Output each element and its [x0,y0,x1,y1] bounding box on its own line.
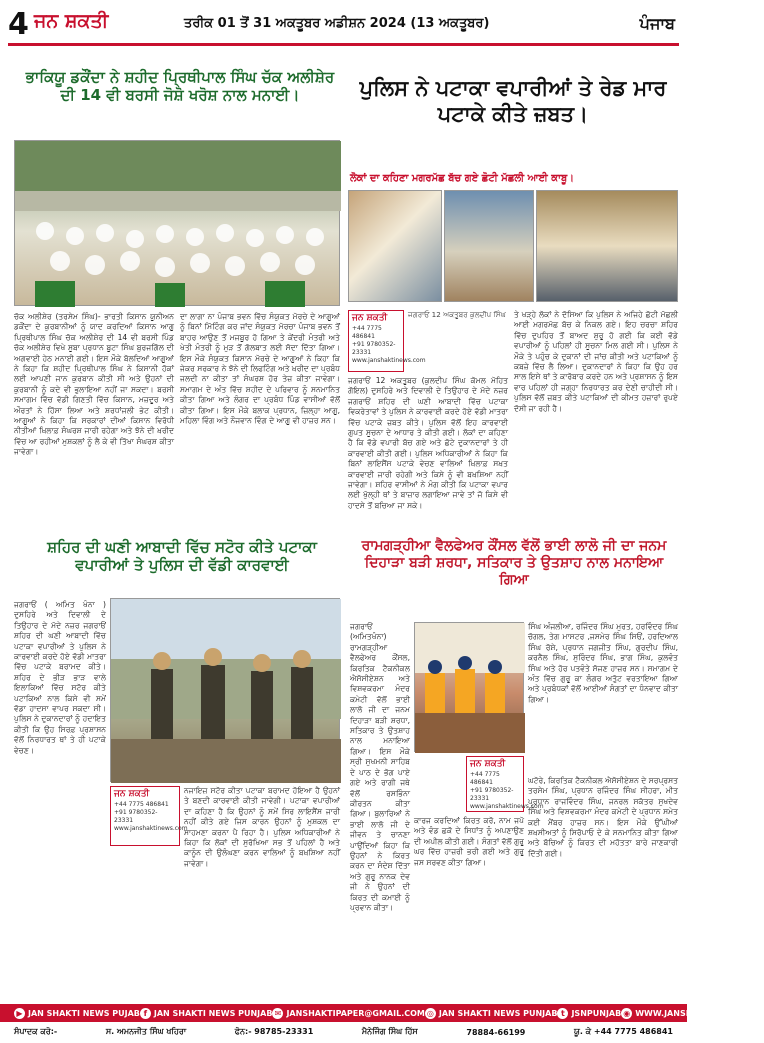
story2-photo-3 [536,190,678,302]
story1-headline: ਭਾਕਿਯੂ ਡਕੌਂਦਾ ਨੇ ਸ਼ਹੀਦ ਪ੍ਰਿਥੀਪਾਲ ਸਿੰਘ ਚੱਕ ਅਲੀਸ਼ੇਰ ਦੀ 14 ਵੀ ਬਰਸੀ ਜੋਸ਼ੋ ਖਰੋਸ਼ ਨਾਲ ਮਨਾਈ। [25,68,335,105]
story3-column-1: ਜਗਰਾਓਂ ( ਅਮਿਤ ਖੰਨਾ ) ਦੁਸਹਿਰੇ ਅਤੇ ਦਿਵਾਲੀ ਦੇ ਤਿਉਹਾਰ ਦੇ ਮੱਦੇ ਨਜ਼ਰ ਜਗਰਾਓਂ ਸ਼ਹਿਰ ਦੀ ਘਣੀ ਆਬਾਦੀ ਵਿੱਚ ਪਟਾਕਾ ਵਪਾਰੀਆਂ ਤੇ ਪੁਲਿਸ ਨੇ ਕਾਰਵਾਈ ਕਰਦੇ ਹੋਏ ਵੱਡੀ ਮਾਤਰਾ ਵਿੱਚ ਪਟਾਕੇ ਬਰਾਮਦ ਕੀਤੇ। ਸ਼ਹਿਰ ਦੇ ਭੀੜ ਭਾੜ ਵਾਲੇ ਇਲਾਕਿਆਂ ਵਿੱਚ ਸਟੋਰ ਕੀਤੇ ਪਟਾਕਿਆਂ ਨਾਲ ਕਿਸੇ ਵੀ ਸਮੇਂ ਵੱਡਾ ਹਾਦਸਾ ਵਾਪਰ ਸਕਦਾ ਸੀ। ਪੁਲਿਸ ਨੇ ਦੁਕਾਨਦਾਰਾਂ ਨੂੰ ਹਦਾਇਤ ਕੀਤੀ ਕਿ ਉਹ ਸਿਰਫ਼ ਪ੍ਰਸ਼ਾਸਨ ਵੱਲੋਂ ਨਿਰਧਾਰਤ ਥਾਂ ਤੇ ਹੀ ਪਟਾਕੇ ਵੇਚਣ। [14,600,106,755]
footer-twitter[interactable]: t JSNPUNJAB [557,1008,621,1019]
story2-column-1-top: ਜਗਰਾਓਂ 12 ਅਕਤੂਬਰ ਕੁਲਦੀਪ ਸਿੰਘ [408,310,507,319]
footer-credits [0,1024,687,1040]
footer-phone-india: ਫੋਨ:- 98785-23331 [234,1027,314,1036]
story2-photo-1 [348,190,442,302]
footer-instagram[interactable]: ◎ JAN SHAKTI NEWS PUNJAB [426,1008,558,1018]
story2-ad-box: ਜਨ ਸ਼ਕਤੀ +44 7775 486841 +91 9780352-23331 www.janshaktinews.com [348,310,404,372]
story4-column-2: ਸਿੰਘ ਅੰਜਲੀਆ, ਰਜਿੰਦਰ ਸਿੰਘ ਮੁਰਤ, ਹਰਵਿੰਦਰ ਸਿੰਘ ਚੱਗਲ, ਤੇਗ ਮਾਸਟਰ ,ਜਸਮੇਰ ਸਿੰਘ ਸਿਓਂ, ਹਰਦਿਆਲ ਸਿੰਘ ਰੋਸ਼ੇ, ਪ੍ਰਧਾਨ ਜਗਜੀਤ ਸਿੰਘ, ਗੁਰਦੀਪ ਸਿੰਘ, ਕਰਨੈਲ ਸਿੰਘ, ਸੁਰਿੰਦਰ ਸਿੰਘ, ਭਾਗ ਸਿੰਘ, ਕੁਲਵੰਤ ਸਿੰਘ ਅਤੇ ਹੋਰ ਪਤਵੰਤੇ ਸੱਜਣ ਹਾਜ਼ਰ ਸਨ। ਸਮਾਗਮ ਦੇ ਅੰਤ ਵਿੱਚ ਗੁਰੂ ਕਾ ਲੰਗਰ ਅਤੁੱਟ ਵਰਤਾਇਆ ਗਿਆ ਅਤੇ ਪ੍ਰਬੰਧਕਾਂ ਵੱਲੋਂ ਆਈਆਂ ਸੰਗਤਾਂ ਦਾ ਧੰਨਵਾਦ ਕੀਤਾ ਗਿਆ। [528,622,678,704]
footer-social-bar [0,1004,764,1022]
section-name: ਪੰਜਾਬ [639,14,675,33]
twitter-icon: t [557,1008,568,1019]
instagram-icon: ◎ [425,1008,436,1019]
story1-column-2: ਦਾ ਲਾਗਾ ਨਾ ਪੰਜਾਬ ਭਵਨ ਵਿੱਚ ਸੰਯੁਕਤ ਮੋਰਚੇ ਦੇ ਆਗੂਆਂ ਨੂੰ ਬਿਨਾਂ ਮਿੱਟਿੰਗ ਕਰ ਜਾਂਦ ਸੰਯੁਕਤ ਮੋਰਚਾ ਪੰਜਾਬ ਭਵਨ ਤੋਂ ਬਾਹਰ ਆਉਣ ਤੋਂ ਮਜਬੂਰ ਹੋ ਗਿਆ ਤੇ ਕੇਂਦਰੀ ਮੰਤਰੀ ਅਤੇ ਖੇਤੀ ਮੰਤਰੀ ਨੂੰ ਮੁੜ ਤੋਂ ਗੱਲਬਾਤ ਲਈ ਸੱਦਾ ਦਿੱਤਾ ਗਿਆ। ਇਸ ਮੌਕੇ ਸੰਯੁਕਤ ਕਿਸਾਨ ਮੋਰਚੇ ਦੇ ਆਗੂਆਂ ਨੇ ਕਿਹਾ ਕਿ ਜੇਕਰ ਸਰਕਾਰ ਨੇ ਝੋਨੇ ਦੀ ਲਿਫਟਿੰਗ ਅਤੇ ਖ਼ਰੀਦ ਦਾ ਪ੍ਰਬੰਧ ਜਲਦੀ ਨਾ ਕੀਤਾ ਤਾਂ ਸੰਘਰਸ਼ ਹੋਰ ਤੇਜ਼ ਕੀਤਾ ਜਾਵੇਗਾ। ਸਮਾਗਮ ਦੇ ਅੰਤ ਵਿੱਚ ਸ਼ਹੀਦ ਦੇ ਪਰਿਵਾਰ ਨੂੰ ਸਨਮਾਨਿਤ ਕੀਤਾ ਗਿਆ ਅਤੇ ਲੰਗਰ ਦਾ ਪ੍ਰਬੰਧ ਪਿੰਡ ਵਾਸੀਆਂ ਵੱਲੋਂ ਕੀਤਾ ਗਿਆ। ਇਸ ਮੌਕੇ ਬਲਾਕ ਪ੍ਰਧਾਨ, ਜ਼ਿਲ੍ਹਾ ਆਗੂ, ਮਹਿਲਾ ਵਿੰਗ ਅਤੇ ਨੌਜਵਾਨ ਵਿੰਗ ਦੇ ਆਗੂ ਵੀ ਹਾਜ਼ਰ ਸਨ। [180,312,340,426]
footer-phone-uk: ਯੂ. ਕੇ +44 7775 486841 [573,1027,673,1036]
footer-manager: ਮੈਨੇਜਿੰਗ ਸਿੰਘ ਹਿੱਸ [361,1027,418,1036]
story4-headline: ਰਾਮਗੜ੍ਹੀਆ ਵੈਲਫੇਅਰ ਕੌਂਸਲ ਵੱਲੋਂ ਭਾਈ ਲਾਲੋ ਜੀ ਦਾ ਜਨਮ ਦਿਹਾੜਾ ਬੜੀ ਸ਼ਰਧਾ, ਸਤਿਕਾਰ ਤੇ ਉਤਸ਼ਾਹ ਨਾਲ ਮਨਾਇਆ ਗਿਆ [361,538,667,589]
story1-column-1: ਚੱਕ ਅਲੀਸ਼ੇਰ (ਤਰਸੇਮ ਸਿੰਘ)- ਭਾਰਤੀ ਕਿਸਾਨ ਯੂਨੀਅਨ ਡਕੌਂਦਾ ਦੇ ਕੁਰਬਾਨੀਆਂ ਨੂੰ ਯਾਦ ਕਰਦਿਆਂ ਕਿਸਾਨ ਆਗੂ ਪ੍ਰਿਥੀਪਾਲ ਸਿੰਘ ਚੱਕ ਅਲੀਸ਼ੇਰ ਦੀ 14 ਵੀ ਬਰਸੀ ਪਿੰਡ ਚੱਕ ਅਲੀਸ਼ੇਰ ਵਿਖੇ ਸੂਬਾ ਪ੍ਰਧਾਨ ਬੂਟਾ ਸਿੰਘ ਬੁਰਜਗਿੱਲ ਦੀ ਅਗਵਾਈ ਹੇਠ ਮਨਾਈ ਗਈ। ਇਸ ਮੌਕੇ ਬੋਲਦਿਆਂ ਆਗੂਆਂ ਨੇ ਕਿਹਾ ਕਿ ਸ਼ਹੀਦ ਪ੍ਰਿਥੀਪਾਲ ਸਿੰਘ ਨੇ ਕਿਸਾਨੀ ਹੱਕਾਂ ਲਈ ਆਪਣੀ ਜਾਨ ਕੁਰਬਾਨ ਕੀਤੀ ਸੀ ਅਤੇ ਉਹਨਾਂ ਦੀ ਕੁਰਬਾਨੀ ਨੂੰ ਕਦੇ ਵੀ ਭੁਲਾਇਆ ਨਹੀਂ ਜਾ ਸਕਦਾ। ਬਰਸੀ ਸਮਾਗਮ ਵਿੱਚ ਵੱਡੀ ਗਿਣਤੀ ਵਿੱਚ ਕਿਸਾਨ, ਮਜ਼ਦੂਰ ਅਤੇ ਔਰਤਾਂ ਨੇ ਹਿੱਸਾ ਲਿਆ ਅਤੇ ਸ਼ਰਧਾਂਜਲੀ ਭੇਟ ਕੀਤੀ। ਆਗੂਆਂ ਨੇ ਕਿਹਾ ਕਿ ਸਰਕਾਰਾਂ ਦੀਆਂ ਕਿਸਾਨ ਵਿਰੋਧੀ ਨੀਤੀਆਂ ਖ਼ਿਲਾਫ਼ ਸੰਘਰਸ਼ ਜਾਰੀ ਰਹੇਗਾ ਅਤੇ ਝੋਨੇ ਦੀ ਖ਼ਰੀਦ ਵਿੱਚ ਆ ਰਹੀਆਂ ਮੁਸ਼ਕਲਾਂ ਨੂੰ ਲੈ ਕੇ ਵੀ ਤਿੱਖਾ ਸੰਘਰਸ਼ ਕੀਤਾ ਜਾਵੇਗਾ। [14,312,174,457]
story2-column-1: ਜਗਰਾਓਂ 12 ਅਕਤੂਬਰ (ਕੁਲਦੀਪ ਸਿੰਘ ਕੋਮਲ ਮੋਹਿਤ ਗੋਇਲ) ਦੁਸਹਿਰੇ ਅਤੇ ਦਿਵਾਲੀ ਦੇ ਤਿਉਹਾਰ ਦੇ ਮੱਦੇ ਨਜ਼ਰ ਜਗਰਾਓਂ ਸ਼ਹਿਰ ਦੀ ਘਣੀ ਆਬਾਦੀ ਵਿੱਚ ਪਟਾਕਾ ਵਿਕਰੇਤਾਵਾਂ ਤੇ ਪੁਲਿਸ ਨੇ ਕਾਰਵਾਈ ਕਰਦੇ ਹੋਏ ਵੱਡੀ ਮਾਤਰਾ ਵਿੱਚ ਪਟਾਕੇ ਜ਼ਬਤ ਕੀਤੇ। ਪੁਲਿਸ ਵੱਲੋਂ ਇਹ ਕਾਰਵਾਈ ਗੁਪਤ ਸੂਚਨਾ ਦੇ ਆਧਾਰ ਤੇ ਕੀਤੀ ਗਈ। ਲੋਕਾਂ ਦਾ ਕਹਿਣਾ ਹੈ ਕਿ ਵੱਡੇ ਵਪਾਰੀ ਬੱਚ ਗਏ ਅਤੇ ਛੋਟੇ ਦੁਕਾਨਦਾਰਾਂ ਤੇ ਹੀ ਕਾਰਵਾਈ ਕੀਤੀ ਗਈ। ਪੁਲਿਸ ਅਧਿਕਾਰੀਆਂ ਨੇ ਕਿਹਾ ਕਿ ਬਿਨਾਂ ਲਾਇਸੈਂਸ ਪਟਾਕੇ ਵੇਚਣ ਵਾਲਿਆਂ ਖ਼ਿਲਾਫ਼ ਸਖ਼ਤ ਕਾਰਵਾਈ ਜਾਰੀ ਰਹੇਗੀ ਅਤੇ ਕਿਸੇ ਨੂੰ ਵੀ ਬਖ਼ਸ਼ਿਆ ਨਹੀਂ ਜਾਵੇਗਾ। ਸ਼ਹਿਰ ਵਾਸੀਆਂ ਨੇ ਮੰਗ ਕੀਤੀ ਕਿ ਪਟਾਕਾ ਵਪਾਰ ਲਈ ਖੁੱਲ੍ਹੀ ਥਾਂ ਤੇ ਬਾਜ਼ਾਰ ਲਗਾਇਆ ਜਾਵੇ ਤਾਂ ਜੋ ਕਿਸੇ ਵੀ ਹਾਦਸੇ ਤੋਂ ਬਚਿਆ ਜਾ ਸਕੇ। [348,376,508,510]
story2-headline: ਪੁਲਿਸ ਨੇ ਪਟਾਕਾ ਵਪਾਰੀਆਂ ਤੇ ਰੇਡ ਮਾਰ ਪਟਾਕੇ ਕੀਤੇ ਜ਼ਬਤ। [359,76,667,126]
edition-dateline: ਤਰੀਕ 01 ਤੋਂ 31 ਅਕਤੂਬਰ ਅਡੀਸ਼ਨ 2024 (13 ਅਕਤੂਬਰ) [184,16,490,31]
story3-headline: ਸ਼ਹਿਰ ਦੀ ਘਣੀ ਆਬਾਦੀ ਵਿੱਚ ਸਟੋਰ ਕੀਤੇ ਪਟਾਕਾ ਵਪਾਰੀਆਂ ਤੇ ਪੁਲਿਸ ਦੀ ਵੱਡੀ ਕਾਰਵਾਈ [47,538,317,575]
story2-column-2: ਤੇ ਖੜ੍ਹੇ ਲੋਕਾਂ ਨੇ ਦੱਸਿਆ ਕਿ ਪੁਲਿਸ ਨੇ ਅਜਿਹੇ ਛੋਟੀ ਮੱਛਲੀ ਆਈ ਮਗਰਮੱਛ ਬੱਚ ਕੇ ਨਿਕਲ ਗਏ। ਇਹ ਚਰਚਾ ਸ਼ਹਿਰ ਵਿੱਚ ਦੁਪਹਿਰ ਤੋਂ ਬਾਅਦ ਸ਼ੁਰੂ ਹੋ ਗਈ ਕਿ ਕਈ ਵੱਡੇ ਵਪਾਰੀਆਂ ਨੂੰ ਪਹਿਲਾਂ ਹੀ ਸੂਚਨਾ ਮਿਲ ਗਈ ਸੀ। ਪੁਲਿਸ ਨੇ ਮੌਕੇ ਤੇ ਪਹੁੰਚ ਕੇ ਦੁਕਾਨਾਂ ਦੀ ਜਾਂਚ ਕੀਤੀ ਅਤੇ ਪਟਾਕਿਆਂ ਨੂੰ ਕਬਜ਼ੇ ਵਿੱਚ ਲੈ ਲਿਆ। ਦੁਕਾਨਦਾਰਾਂ ਨੇ ਕਿਹਾ ਕਿ ਉਹ ਹਰ ਸਾਲ ਇਸੇ ਥਾਂ ਤੇ ਕਾਰੋਬਾਰ ਕਰਦੇ ਹਨ ਅਤੇ ਪ੍ਰਸ਼ਾਸਨ ਨੂੰ ਇਸ ਵਾਰ ਪਹਿਲਾਂ ਹੀ ਜਗ੍ਹਾ ਨਿਰਧਾਰਤ ਕਰ ਦੇਣੀ ਚਾਹੀਦੀ ਸੀ। ਪੁਲਿਸ ਵੱਲੋਂ ਜ਼ਬਤ ਕੀਤੇ ਪਟਾਕਿਆਂ ਦੀ ਕੀਮਤ ਹਜ਼ਾਰਾਂ ਰੁਪਏ ਦੱਸੀ ਜਾ ਰਹੀ ਹੈ। [514,310,678,413]
story2-photo-2 [444,190,534,302]
footer-editor-label: ਸੰਪਾਦਕ ਕਰੋ:- [14,1027,58,1036]
story3-ad-box: ਜਨ ਸ਼ਕਤੀ +44 7775 486841 +91 9780352-23331 www.janshaktinews.com [110,786,180,846]
event-photo-graphic [415,623,525,753]
footer-youtube[interactable]: ▶ JAN SHAKTI NEWS PUJAB [14,1008,140,1019]
story4-ad-box: ਜਨ ਸ਼ਕਤੀ +44 7775 486841 +91 9780352-23331 www.janshaktinews.com [466,756,524,812]
crowd-photo-graphic [15,141,341,307]
story4-column-1: ਜਗਰਾਓਂ (ਅਮਿਤਖੰਨਾ) ਰਾਮਗੜ੍ਹੀਆ ਵੈਲਫੇਅਰ ਕੌਂਸਲ, ਕਿਰਤਿਕ ਟੈਕਨੀਕਲ ਐਸੋਸੀਏਸ਼ਨ ਅਤੇ ਵਿਸ਼ਵਕਰਮਾ ਮੰਦਰ ਕਮੇਟੀ ਵੱਲੋਂ ਭਾਈ ਲਾਲੋ ਜੀ ਦਾ ਜਨਮ ਦਿਹਾੜਾ ਬੜੀ ਸ਼ਰਧਾ, ਸਤਿਕਾਰ ਤੇ ਉਤਸ਼ਾਹ ਨਾਲ ਮਨਾਇਆ ਗਿਆ। ਇਸ ਮੌਕੇ ਸ੍ਰੀ ਸੁਖਮਨੀ ਸਾਹਿਬ ਦੇ ਪਾਠ ਦੇ ਭੋਗ ਪਾਏ ਗਏ ਅਤੇ ਰਾਗੀ ਜਥੇ ਵੱਲੋਂ ਰਸਭਿੰਨਾ ਕੀਰਤਨ ਕੀਤਾ ਗਿਆ। ਬੁਲਾਰਿਆਂ ਨੇ ਭਾਈ ਲਾਲੋ ਜੀ ਦੇ ਜੀਵਨ ਤੇ ਚਾਨਣਾ ਪਾਉਂਦਿਆਂ ਕਿਹਾ ਕਿ ਉਹਨਾਂ ਨੇ ਕਿਰਤ ਕਰਨ ਦਾ ਸੰਦੇਸ਼ ਦਿੱਤਾ ਅਤੇ ਗੁਰੂ ਨਾਨਕ ਦੇਵ ਜੀ ਨੇ ਉਹਨਾਂ ਦੀ ਕਿਰਤ ਦੀ ਕਮਾਈ ਨੂੰ ਪ੍ਰਵਾਨ ਕੀਤਾ। [350,622,410,912]
footer-email[interactable]: ✉ JANSHAKTIPAPER@GMAIL.COM [272,1008,424,1019]
story4-column-3: ਘਟੋਰੇ, ਕਿਰਤਿਕ ਟੈਕਨੀਕਲ ਐਸੋਸੀਏਸ਼ਨ ਦੇ ਸਰਪ੍ਰਸਤ ਤਰਸੇਮ ਸਿੰਘ, ਪ੍ਰਧਾਨ ਰਜਿੰਦਰ ਸਿੰਘ ਸੀਹਰਾ, ਮੀਤ ਪ੍ਰਧਾਨ ਰਾਜਵਿੰਦਰ ਸਿੰਘ, ਜਨਰਲ ਸਕੱਤਰ ਸੁਖਦੇਵ ਸਿੰਘ ਅਤੇ ਵਿਸ਼ਵਕਰਮਾ ਮੰਦਰ ਕਮੇਟੀ ਦੇ ਪ੍ਰਧਾਨ ਸਮੇਤ ਕਈ ਮੈਂਬਰ ਹਾਜ਼ਰ ਸਨ। ਇਸ ਮੌਕੇ ਉੱਘੀਆਂ ਸ਼ਖ਼ਸੀਅਤਾਂ ਨੂੰ ਸਿਰੋਪਾਓ ਦੇ ਕੇ ਸਨਮਾਨਿਤ ਕੀਤਾ ਗਿਆ ਅਤੇ ਬੱਚਿਆਂ ਨੂੰ ਕਿਰਤ ਦੀ ਮਹੱਤਤਾ ਬਾਰੇ ਜਾਣਕਾਰੀ ਦਿੱਤੀ ਗਈ। [528,776,678,858]
story1-photo [14,140,340,306]
footer-website[interactable]: ◉ WWW.JANSHAKTINEWS.COM [623,1008,764,1018]
facebook-icon: f [140,1008,151,1019]
masthead [8,6,679,46]
page-number: 4 [8,7,29,42]
footer-phone-mid: 78884-66199 [466,1027,526,1037]
story4-column-1b: ਕਾਰਜ ਕਰਦਿਆਂ ਕਿਰਤ ਕਰੋ, ਨਾਮ ਜਪੋ ਅਤੇ ਵੰਡ ਛਕੋ ਦੇ ਸਿਧਾਂਤ ਨੂੰ ਅਪਣਾਉਣ ਦੀ ਅਪੀਲ ਕੀਤੀ ਗਈ। ਸੰਗਤਾਂ ਵੱਲੋਂ ਗੁਰੂ ਘਰ ਵਿੱਚ ਹਾਜ਼ਰੀ ਭਰੀ ਗਈ ਅਤੇ ਗੁਰੂ ਜਸ ਸਰਵਣ ਕੀਤਾ ਗਿਆ। [414,816,524,867]
youtube-icon: ▶ [14,1008,25,1019]
footer-facebook[interactable]: f JAN SHAKTI NEWS PUNJAB [140,1008,273,1019]
globe-icon: ◉ [621,1008,632,1019]
newspaper-logo: ਜਨ ਸ਼ਕਤੀ [34,10,146,36]
story3-photo [110,598,340,782]
story3-column-2: ਨਜਾਇਜ਼ ਸਟੋਰ ਕੀਤਾ ਪਟਾਕਾ ਬਰਾਮਦ ਹੋਇਆ ਹੈ ਉਹਨਾਂ ਤੇ ਬਣਦੀ ਕਾਰਵਾਈ ਕੀਤੀ ਜਾਵੇਗੀ। ਪਟਾਕਾ ਵਪਾਰੀਆਂ ਦਾ ਕਹਿਣਾ ਹੈ ਕਿ ਉਹਨਾਂ ਨੂੰ ਸਮੇਂ ਸਿਰ ਲਾਇਸੈਂਸ ਜਾਰੀ ਨਹੀਂ ਕੀਤੇ ਗਏ ਜਿਸ ਕਾਰਨ ਉਹਨਾਂ ਨੂੰ ਮੁਸ਼ਕਲ ਦਾ ਸਾਹਮਣਾ ਕਰਨਾ ਪੈ ਰਿਹਾ ਹੈ। ਪੁਲਿਸ ਅਧਿਕਾਰੀਆਂ ਨੇ ਕਿਹਾ ਕਿ ਲੋਕਾਂ ਦੀ ਸੁਰੱਖਿਆ ਸਭ ਤੋਂ ਪਹਿਲਾਂ ਹੈ ਅਤੇ ਕਾਨੂੰਨ ਦੀ ਉਲੰਘਣਾ ਕਰਨ ਵਾਲਿਆਂ ਨੂੰ ਬਖ਼ਸ਼ਿਆ ਨਹੀਂ ਜਾਵੇਗਾ। [184,786,340,868]
police-photo-graphic [111,599,341,783]
email-icon: ✉ [272,1008,283,1019]
story2-subhead: ਲੋਕਾਂ ਦਾ ਕਹਿਣਾ ਮਗਰਮੱਛ ਬੱਚ ਗਏ ਛੋਟੀ ਮੱਛਲੀ ਆਈ ਕਾਬੂ। [350,173,574,184]
footer-editor-name: ਸ. ਅਮਨਜੀਤ ਸਿੰਘ ਖਹਿਰਾ [105,1027,187,1036]
story4-photo [414,622,524,752]
